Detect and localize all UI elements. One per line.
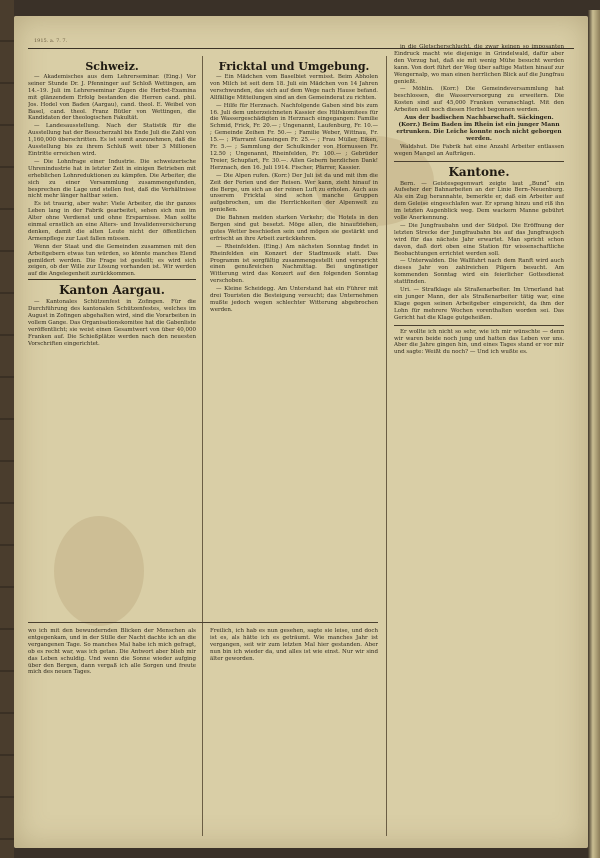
newspaper-page: [14, 16, 588, 848]
section-rule: [394, 325, 564, 326]
article-paragraph: Aus der badischen Nachbarschaft. Säckingen. (Korr.) Beim Baden im Rhein ist ein junger Mann ertrunken. Die Leiche konnte noch nicht geborgen werden.: [396, 115, 562, 142]
article-paragraph: Bern. — Geistesgegenwart zeigte laut „Bund“ ein Aufseher der Bahnarbeiten an der Linie Bern–Neuenburg. Als ein Zug herannahte, bemerkte er, daß ein Arbeiter auf dem Geleise eingeschlafen war. Er sprang hinzu und riß ihn im letzten Augenblick weg. Dem wackern Manne gebührt volle Anerkennung.: [394, 180, 564, 222]
feuilleton-column-right: Freilich, ich hab es nun gesehen, sagte sie leise, und doch ist es, als hätte ich es geträumt. Wie manches Jahr ist vergangen, seit wir zum letzten Mal hier gestanden. Aber nun bin ich wieder da, und alles ist wie einst. Nur wir sind älter geworden.: [210, 628, 378, 662]
page-edge: [588, 10, 600, 858]
article-paragraph: Die Bahnen melden starken Verkehr; die Hotels in den Bergen sind gut besetzt. Möge allen, die hinaufziehen, gutes Wetter beschieden sein und mögen sie gestärkt und erfrischt an ihre Arbeit zurückkehren.: [210, 215, 378, 242]
article-paragraph: — Hilfe für Herznach. Nachfolgende Gaben sind bis zum 16. Juli dem unterzeichneten Kassier des Hilfskomitees für die Wassergeschädigten in Herznach eingegangen: Familie Schmid, Frick, Fr. 20.— ; Ungenannt, Laufenburg, Fr. 10.— ; Gemeinde Zeihen Fr. 50.— ; Familie Weber, Wittnau, Fr. 15.— ; Pfarramt Gansingen Fr. 25.— ; Frau Müller, Eiken, Fr. 5.— ; Sammlung der Schulkinder von Hornussen Fr. 12.50 ; Ungenannt, Rheinfelden, Fr. 100.— ; Gebrüder Treier, Schupfart, Fr. 30.—. Allen Gebern herzlichen Dank! Herznach, den 16. Juli 1914. Fischer, Pfarrer, Kassier.: [210, 102, 378, 171]
book-binding: [0, 0, 14, 858]
article-paragraph: — Möhlin. (Korr.) Die Gemeindeversammlung hat beschlossen, die Wasserversorgung zu erweitern. Die Kosten sind auf 45,000 Franken veranschlagt. Mit den Arbeiten soll noch diesen Herbst begonnen werden.: [394, 86, 564, 114]
article-paragraph: Es ist traurig, aber wahr: Viele Arbeiter, die ihr ganzes Leben lang in der Fabrik gearbeitet, sehen sich nun im Alter ohne Verdienst und ohne Ersparnisse. Man sollte einmal ernstlich an eine Alters- und Invalidenversicherung denken, damit die alten Leute nicht der öffentlichen Armenpflege zur Last fallen müssen.: [28, 201, 196, 242]
article-paragraph: — Die Alpen rufen. (Korr.) Der Juli ist da und mit ihm die Zeit der Ferien und der Reisen. Wer kann, zieht hinauf in die Berge, um sich an der reinen Luft zu erholen. Auch aus unserem Fricktal sind schon manche Gruppen aufgebrochen, um die Herrlichkeiten der Alpenwelt zu genießen.: [210, 172, 378, 214]
corner-mark: 1915. a. 7. 7.: [34, 38, 68, 44]
feuilleton-rule: [28, 622, 378, 623]
section-rule: [394, 161, 564, 162]
section-title-aargau: Kanton Aargau.: [28, 279, 196, 298]
article-paragraph: — Kantonales Schützenfest in Zofingen. Für die Durchführung des kantonalen Schützenfestes, welches im August in Zofingen abgehalten wird, sind die Vorarbeiten in vollem Gange. Das Organisationskomitee hat die Gabenliste veröffentlicht; sie weist einen Gesamtwert von über 40,000 Franken auf. Die Schießplätze werden nach den neuesten Vorschriften eingerichtet.: [28, 299, 196, 347]
article-paragraph: — Akademisches aus dem Lehrerseminar. (Eing.) Vor seiner Stunde Dr. J. Pfenninger auf Schloß Wettingen, am 14.–19. Juli im Lehrerseminar Zugen die Herbst-Examina mit glänzendem Erfolg bestanden die Herren cand. phil. Jos. Hodel von Baden (Aargau), cand. theol. E. Weibel von Basel, cand. theol. Franz Bütler von Wettingen, die Kandidaten der theologischen Fakultät.: [28, 74, 196, 122]
article-paragraph: in die Gletscherschlucht, die zwar keinen so imposanten Eindruck macht wie diejenige in Grindelwald, dafür aber den Vorzug hat, daß sie mit wenig Mühe besucht werden kann. Von dort führt der Weg über saftige Matten hinauf zur Wengernalp, wo man einen herrlichen Blick auf die Jungfrau genießt.: [394, 44, 564, 85]
section-title-kantone: Kantone.: [448, 164, 510, 179]
feuilleton-column-left: wo ich mit den bewundernden Blicken der Menschen als entgegenkam, und in der Stille der Nacht dachte ich an die vergangenen Tage. So manches Mal habe ich mich gefragt, ob es recht war, was ich getan. Die Antwort aber blieb mir das Leben schuldig. Und wenn die Sonne wieder aufging über den Bergen, dann vergaß ich alle Sorgen und freute mich des neuen Tages.: [28, 628, 196, 676]
section-title-schweiz: Schweiz.: [85, 60, 139, 73]
article-paragraph: — Die Lohnfrage einer Industrie. Die schweizerische Uhrenindustrie hat in letzter Zeit in einigen Betrieben mit erheblichen Lohnreduktionen zu kämpfen. Die Arbeiter, die sich zu einer Versammlung zusammengefunden, besprechen die Lage und stellen fest, daß die Verhältnisse nicht mehr länger haltbar seien.: [28, 158, 196, 200]
article-paragraph: Wenn der Staat und die Gemeinden zusammen mit den Arbeitgebern etwas tun würden, so könnte manches Elend gemildert werden. Die Frage ist gestellt; es wird sich zeigen, ob der Wille zur Lösung vorhanden ist. Wir werden auf die Angelegenheit zurückkommen.: [28, 243, 196, 278]
column-right: [394, 44, 564, 834]
article-paragraph: — Die Jungfraubahn und der Südpol. Die Eröffnung der letzten Strecke der Jungfraubahn bis auf das Jungfraujoch wird für das nächste Jahr erwartet. Man spricht schon davon, daß dort oben eine Station für wissenschaftliche Beobachtungen errichtet werden soll.: [394, 222, 564, 257]
section-title-fricktal: Fricktal und Umgebung.: [218, 60, 370, 73]
column-left: [28, 60, 196, 635]
feuilleton: [28, 628, 380, 838]
article-paragraph: Uri. — Strafklage als Straßenarbeiter. Im Urnerland hat ein junger Mann, der als Straßenarbeiter tätig war, eine Klage gegen seinen Arbeitgeber eingereicht, da ihm der Lohn für mehrere Wochen vorenthalten worden sei. Das Gericht hat die Klage gutgeheißen.: [394, 287, 564, 321]
column-divider: [386, 56, 387, 836]
article-paragraph: — Unterwalden. Die Wallfahrt nach dem Ranft wird auch dieses Jahr von zahlreichen Pilgern besucht. Am kommenden Sonntag wird ein feierlicher Gottesdienst stattfinden.: [394, 258, 564, 286]
article-paragraph: — Kleine Scheidegg. Am Unterstand hat ein Führer mit drei Touristen die Besteigung versucht; das Unternehmen mußte jedoch wegen schlechter Witterung abgebrochen werden.: [210, 286, 378, 313]
article-paragraph: Waldshut. Die Fabrik hat eine Anzahl Arbeiter entlassen wegen Mangel an Aufträgen.: [394, 143, 564, 157]
article-paragraph: — Rheinfelden. (Eing.) Am nächsten Sonntag findet in Rheinfelden ein Konzert der Stadtmusik statt. Das Programm ist sorgfältig zusammengestellt und verspricht einen genußreichen Nachmittag. Bei ungünstiger Witterung wird das Konzert auf den folgenden Sonntag verschoben.: [210, 243, 378, 285]
article-paragraph: — Landesausstellung. Nach der Statistik für die Ausstellung hat der Besucherzahl bis Ende Juli die Zahl von 1,160,000 überschritten. Es ist somit anzunehmen, daß die Ausstellung bis zu ihrem Schluß weit über 3 Millionen Eintritte erreichen wird.: [28, 123, 196, 157]
article-paragraph: Er wollte ich nicht so sehr, wie ich mir wünschte — denn wir waren beide noch jung und hatten das Leben vor uns. Aber die Jahre gingen hin, und eines Tages stand er vor mir und sagte: Weißt du noch? — Und ich wußte es.: [394, 328, 564, 356]
article-paragraph: — Ein Mädchen vom Baselbiet vermisst. Beim Abholen von Milch ist seit dem 18. Juli ein Mädchen von 14 Jahren verschwunden, das sich auf dem Wege nach Hause befand. Allfällige Mitteilungen sind an den Gemeinderat zu richten.: [210, 74, 378, 101]
column-middle: [210, 60, 378, 635]
